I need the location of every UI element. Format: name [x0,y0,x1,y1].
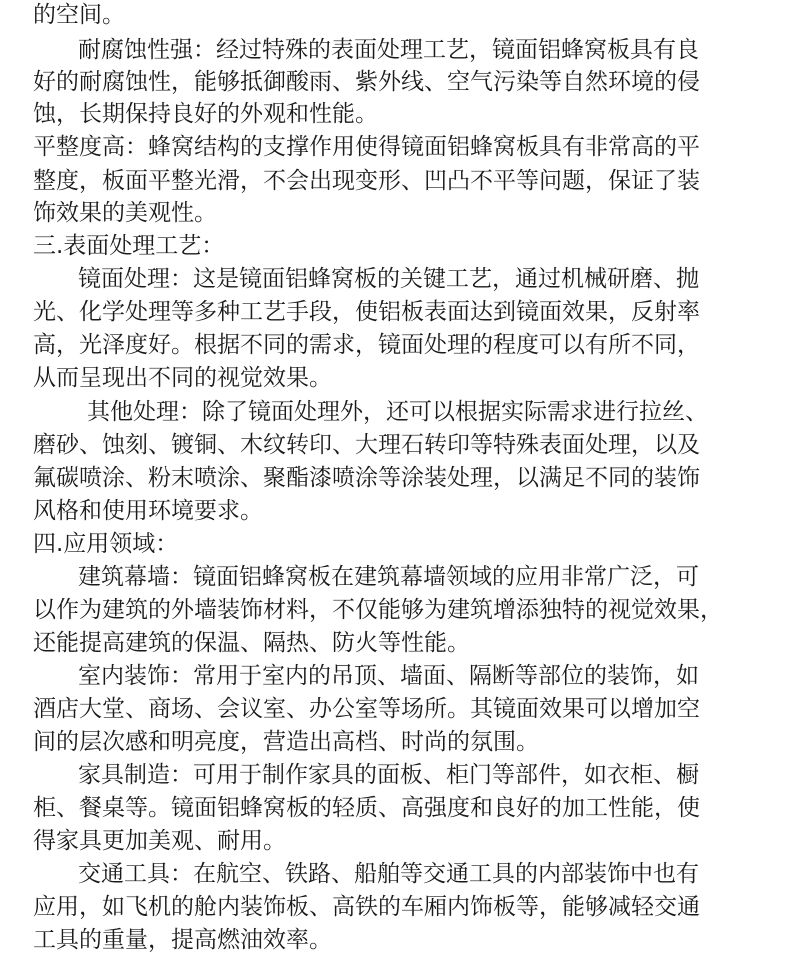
paragraph-line: 从而呈现出不同的视觉效果。 [33,365,332,391]
paragraph-line: 以作为建筑的外墙装饰材料，不仅能够为建筑增添独特的视觉效果， [33,597,723,623]
paragraph-line: 酒店大堂、商场、会议室、办公室等场所。其镜面效果可以增加空 [33,696,700,722]
paragraph-line: 光、化学处理等多种工艺手段，使铝板表面达到镜面效果，反射率 [33,299,700,325]
paragraph-line: 交通工具：在航空、铁路、船舶等交通工具的内部装饰中也有 [78,861,699,887]
paragraph-line: 间的层次感和明亮度，营造出高档、时尚的氛围。 [33,729,539,755]
paragraph-line: 耐腐蚀性强：经过特殊的表面处理工艺，镜面铝蜂窝板具有良 [78,37,699,63]
paragraph-line: 镜面处理：这是镜面铝蜂窝板的关键工艺，通过机械研磨、抛 [78,266,699,292]
paragraph-line: 蚀，长期保持良好的外观和性能。 [33,101,378,127]
paragraph-line: 整度，板面平整光滑，不会出现变形、凹凸不平等问题，保证了装 [33,168,700,194]
paragraph-line: 建筑幕墙：镜面铝蜂窝板在建筑幕墙领域的应用非常广泛，可 [78,564,699,590]
section-heading: 三.表面处理工艺： [33,233,225,259]
paragraph-line: 的空间。 [33,2,125,28]
section-heading: 四.应用领域： [33,531,179,557]
paragraph-line: 应用，如飞机的舱内装饰板、高铁的车厢内饰板等，能够减轻交通 [33,894,700,920]
paragraph-line: 柜、餐桌等。镜面铝蜂窝板的轻质、高强度和良好的加工性能，使 [33,795,700,821]
paragraph-line: 风格和使用环境要求。 [33,498,263,524]
paragraph-line: 好的耐腐蚀性，能够抵御酸雨、紫外线、空气污染等自然环境的侵 [33,69,700,95]
paragraph-line: 氟碳喷涂、粉末喷涂、聚酯漆喷涂等涂装处理，以满足不同的装饰 [33,465,700,491]
paragraph-line: 平整度高：蜂窝结构的支撑作用使得镜面铝蜂窝板具有非常高的平 [33,134,700,160]
paragraph-line: 其他处理：除了镜面处理外，还可以根据实际需求进行拉丝、 [87,399,708,425]
paragraph-line: 家具制造：可用于制作家具的面板、柜门等部件，如衣柜、橱 [78,762,699,788]
paragraph-line: 还能提高建筑的保温、隔热、防火等性能。 [33,630,470,656]
paragraph-line: 得家具更加美观、耐用。 [33,828,286,854]
paragraph-line: 室内装饰：常用于室内的吊顶、墙面、隔断等部位的装饰，如 [78,663,699,689]
paragraph-line: 工具的重量，提高燃油效率。 [33,927,332,953]
paragraph-line: 磨砂、蚀刻、镀铜、木纹转印、大理石转印等特殊表面处理，以及 [33,432,700,458]
paragraph-line: 高，光泽度好。根据不同的需求，镜面处理的程度可以有所不同， [33,332,700,358]
paragraph-line: 饰效果的美观性。 [33,200,217,226]
